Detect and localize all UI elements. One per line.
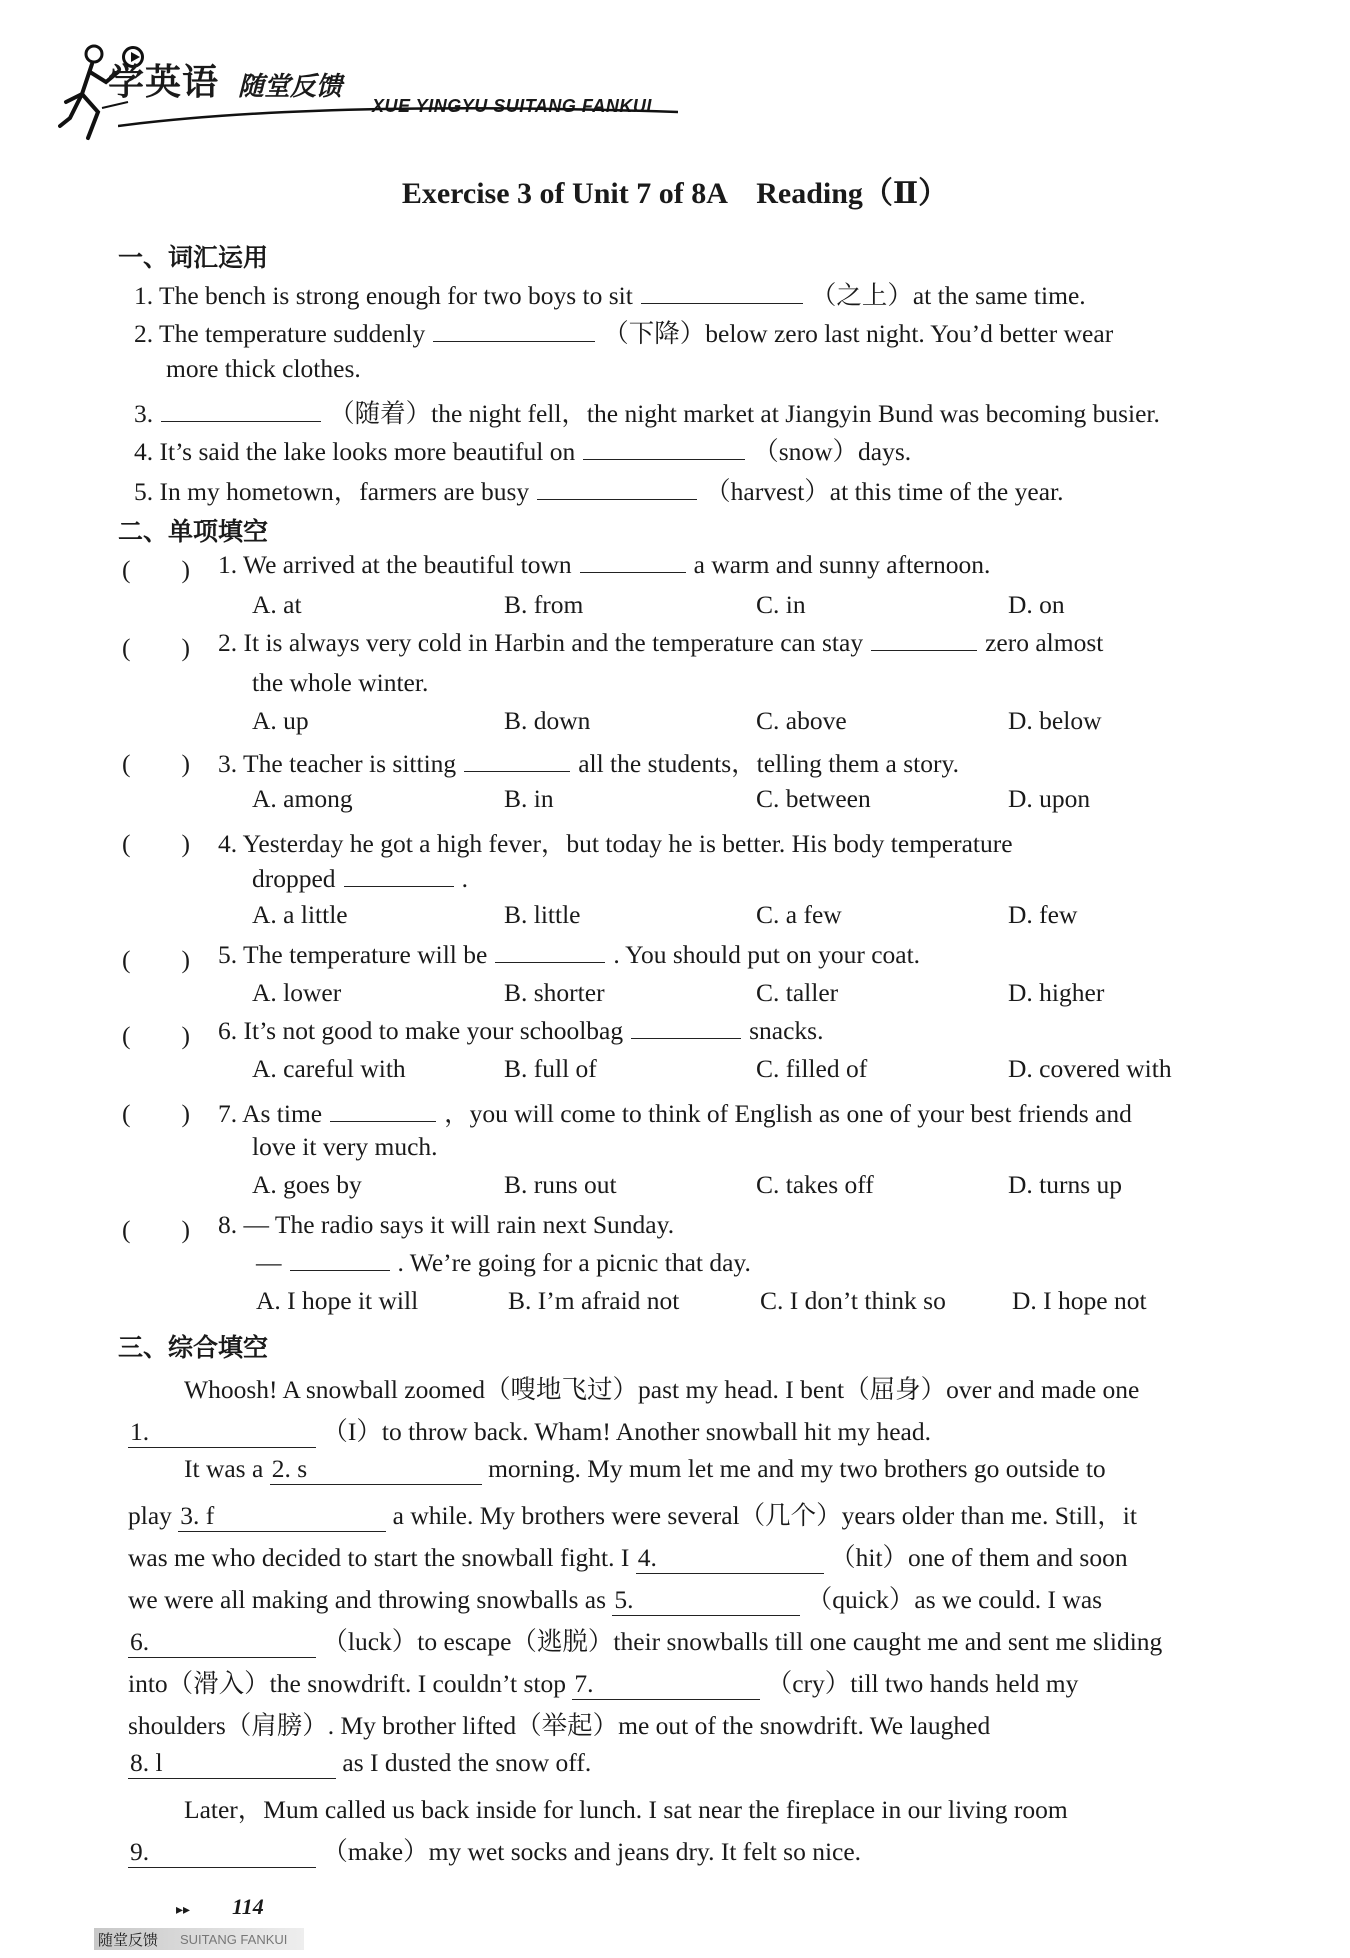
question-text: It is always very cold in Harbin and the temperature can stay	[243, 628, 864, 657]
brand-subtitle-en: XUE YINGYU SUITANG FANKUI	[372, 96, 652, 116]
answer-blank	[580, 550, 686, 573]
cloze-blank-7[interactable]: 7.	[572, 1669, 760, 1700]
answer-blank[interactable]	[537, 477, 697, 500]
cloze-line: Whoosh! A snowball zoomed（嗖地飞过）past my head. I bent（屈身）over and made one	[184, 1375, 1140, 1404]
question-number: 3.	[218, 749, 238, 778]
question-number: 1.	[218, 550, 238, 579]
question-text: a warm and sunny afternoon.	[693, 550, 991, 579]
option-b: B. runs out	[504, 1170, 617, 1199]
cloze-text: （make）my wet socks and jeans dry. It felt so nice.	[322, 1837, 862, 1866]
option-c: C. a few	[756, 900, 842, 929]
cloze-line	[128, 1748, 591, 1779]
vocab-text: （harvest）at this time of the year.	[705, 477, 1064, 506]
option-a: A. goes by	[252, 1170, 362, 1199]
answer-parentheses[interactable]: ( )	[122, 829, 190, 858]
option-c: C. above	[756, 706, 847, 735]
choice-question	[218, 1094, 1132, 1130]
question-number: 7.	[218, 1099, 238, 1128]
answer-blank	[464, 749, 570, 772]
cloze-text: （cry）till two hands held my	[766, 1669, 1079, 1698]
footer-brand-cn: 随堂反馈	[98, 1931, 159, 1949]
vocab-text: 5. In my hometown，farmers are busy	[134, 477, 530, 506]
cloze-blank-9[interactable]: 9.	[128, 1837, 316, 1868]
cloze-line	[128, 1580, 1102, 1616]
option-a: A. a little	[252, 900, 348, 929]
option-a: A. up	[252, 706, 309, 735]
answer-parentheses[interactable]: ( )	[122, 749, 190, 778]
question-number: 5.	[218, 940, 238, 969]
vocab-text: （之上）at the same time.	[810, 281, 1086, 310]
option-b: B. I’m afraid not	[508, 1286, 680, 1315]
option-b: B. down	[504, 706, 591, 735]
cloze-text: as I dusted the snow off.	[342, 1748, 592, 1777]
cloze-text: （quick）as we could. I was	[806, 1585, 1103, 1614]
choice-question	[218, 1210, 674, 1240]
option-d: D. turns up	[1008, 1170, 1123, 1199]
option-b: B. little	[504, 900, 581, 929]
cloze-text: play	[128, 1501, 172, 1530]
option-a: A. lower	[252, 978, 342, 1007]
cloze-text: morning. My mum let me and my two brothers go outside to	[488, 1454, 1106, 1483]
question-number: 8.	[218, 1210, 238, 1239]
cloze-text: we were all making and throwing snowballs as	[128, 1585, 607, 1614]
cloze-blank-5[interactable]: 5.	[612, 1585, 800, 1616]
answer-blank[interactable]	[641, 281, 803, 304]
option-c: C. taller	[756, 978, 839, 1007]
question-text: dropped	[252, 864, 336, 893]
page-arrow-icon: ▸▸	[176, 1902, 191, 1918]
cloze-text: （hit）one of them and soon	[830, 1543, 1128, 1572]
choice-question	[218, 628, 1103, 658]
answer-blank	[344, 864, 454, 887]
choice-question	[218, 824, 1013, 860]
question-text: The temperature will be	[243, 940, 488, 969]
cloze-text: into（滑入）the snowdrift. I couldn’t stop	[128, 1669, 566, 1698]
option-a: A. among	[252, 784, 353, 813]
cloze-line	[128, 1832, 861, 1868]
question-text: snacks.	[749, 1016, 824, 1045]
cloze-text: （luck）to escape（逃脱）their snowballs till one caught me and sent me sliding	[322, 1627, 1163, 1656]
cloze-blank-8[interactable]: 8. l	[128, 1748, 336, 1779]
choice-question	[218, 550, 990, 580]
question-text-continued: the whole winter.	[252, 668, 429, 697]
answer-parentheses[interactable]: ( )	[122, 1021, 190, 1050]
choice-question	[218, 744, 959, 780]
answer-blank	[290, 1248, 390, 1271]
cloze-line: Later，Mum called us back inside for lunch. I sat near the fireplace in our living room	[184, 1795, 1068, 1824]
question-text: —	[256, 1248, 282, 1277]
answer-blank	[330, 1099, 436, 1122]
question-text: Yesterday he got a high fever，but today he is better. His body temperature	[242, 829, 1013, 858]
option-b: B. from	[504, 590, 584, 619]
answer-blank[interactable]	[433, 319, 595, 342]
option-c: C. I don’t think so	[760, 1286, 946, 1315]
option-c: C. takes off	[756, 1170, 874, 1199]
cloze-line	[184, 1454, 1106, 1485]
cloze-line	[128, 1538, 1128, 1574]
option-a: A. I hope it will	[256, 1286, 419, 1315]
section-choice-heading: 二、单项填空	[118, 517, 269, 546]
page-number: 114	[232, 1894, 264, 1919]
cloze-line	[128, 1664, 1078, 1700]
option-c: C. in	[756, 590, 806, 619]
answer-parentheses[interactable]: ( )	[122, 633, 190, 662]
cloze-blank-4[interactable]: 4.	[636, 1543, 824, 1574]
vocab-text: 1. The bench is strong enough for two boys to sit	[134, 281, 633, 310]
footer-brand-en: SUITANG FANKUI	[180, 1932, 288, 1947]
question-text: — The radio says it will rain next Sunday.	[243, 1210, 675, 1239]
cloze-blank-1[interactable]: 1.	[128, 1417, 316, 1448]
section-vocabulary-heading: 一、词汇运用	[118, 243, 269, 272]
cloze-text: （I）to throw back. Wham! Another snowball hit my head.	[322, 1417, 931, 1446]
answer-parentheses[interactable]: ( )	[122, 1215, 190, 1244]
option-a: A. careful with	[252, 1054, 406, 1083]
vocab-text: 3.	[134, 399, 154, 428]
question-text: . You should put on your coat.	[613, 940, 921, 969]
option-d: D. few	[1008, 900, 1078, 929]
cloze-blank-2[interactable]: 2. s	[270, 1454, 482, 1485]
question-text: ，you will come to think of English as one of your best friends and	[444, 1099, 1132, 1128]
vocab-text: （随着）the night fell，the night market at Jiangyin Bund was becoming busier.	[329, 399, 1160, 428]
question-text: The teacher is sitting	[243, 749, 457, 778]
question-number: 4.	[218, 829, 238, 858]
option-c: C. filled of	[756, 1054, 868, 1083]
section-cloze-heading: 三、综合填空	[118, 1333, 269, 1362]
question-text-continued	[256, 1248, 751, 1278]
answer-parentheses[interactable]: ( )	[122, 555, 190, 584]
vocab-item	[134, 432, 911, 468]
page-title: Exercise 3 of Unit 7 of 8A Reading（Ⅱ）	[401, 177, 949, 210]
question-number: 2.	[218, 628, 238, 657]
vocab-item	[134, 472, 1063, 508]
answer-blank	[495, 940, 605, 963]
cloze-blank-6[interactable]: 6.	[128, 1627, 316, 1658]
question-number: 6.	[218, 1016, 238, 1045]
vocab-text: （snow）days.	[753, 437, 912, 466]
option-d: D. below	[1008, 706, 1102, 735]
vocab-item	[134, 394, 1160, 430]
question-text-continued	[252, 864, 468, 894]
option-a: A. at	[252, 590, 302, 619]
option-b: B. shorter	[504, 978, 605, 1007]
cloze-text: was me who decided to start the snowball fight. I	[128, 1543, 630, 1572]
question-text: zero almost	[985, 628, 1104, 657]
question-text: .	[461, 864, 468, 893]
option-b: B. full of	[504, 1054, 597, 1083]
answer-blank	[631, 1016, 741, 1039]
option-d: D. covered with	[1008, 1054, 1172, 1083]
brand-title-cn: 学英语	[108, 62, 220, 103]
cloze-line	[128, 1496, 1137, 1532]
vocab-item	[134, 314, 1113, 350]
vocab-item	[134, 276, 1086, 312]
choice-question	[218, 940, 920, 970]
answer-parentheses[interactable]: ( )	[122, 1099, 190, 1128]
question-text: As time	[242, 1099, 323, 1128]
question-text: It’s not good to make your schoolbag	[243, 1016, 624, 1045]
answer-blank[interactable]	[161, 399, 321, 422]
question-text-continued: love it very much.	[252, 1132, 438, 1161]
cloze-text: It was a	[184, 1454, 264, 1483]
question-text: We arrived at the beautiful town	[243, 550, 572, 579]
question-text: . We’re going for a picnic that day.	[397, 1248, 751, 1277]
question-text: all the students，telling them a story.	[578, 749, 959, 778]
brand-subtitle-cn: 随堂反馈	[238, 72, 343, 102]
option-d: D. I hope not	[1012, 1286, 1147, 1315]
vocab-text: （下降）below zero last night. You’d better wear	[603, 319, 1114, 348]
option-b: B. in	[504, 784, 554, 813]
cloze-line	[128, 1622, 1162, 1658]
option-d: D. upon	[1008, 784, 1091, 813]
brand-swoosh-icon	[118, 106, 678, 132]
choice-question	[218, 1016, 823, 1046]
option-d: D. on	[1008, 590, 1065, 619]
vocab-text: 4. It’s said the lake looks more beautiful on	[134, 437, 576, 466]
option-c: C. between	[756, 784, 871, 813]
vocab-item-continued: more thick clothes.	[166, 354, 361, 383]
answer-blank[interactable]	[583, 437, 745, 460]
cloze-blank-3[interactable]: 3. f	[178, 1501, 386, 1532]
cloze-line	[128, 1412, 931, 1448]
answer-parentheses[interactable]: ( )	[122, 945, 190, 974]
answer-blank	[871, 628, 977, 651]
cloze-line: shoulders（肩膀）. My brother lifted（举起）me out of the snowdrift. We laughed	[128, 1711, 991, 1740]
cloze-text: a while. My brothers were several（几个）years older than me. Still，it	[392, 1501, 1137, 1530]
option-d: D. higher	[1008, 978, 1105, 1007]
vocab-text: 2. The temperature suddenly	[134, 319, 426, 348]
